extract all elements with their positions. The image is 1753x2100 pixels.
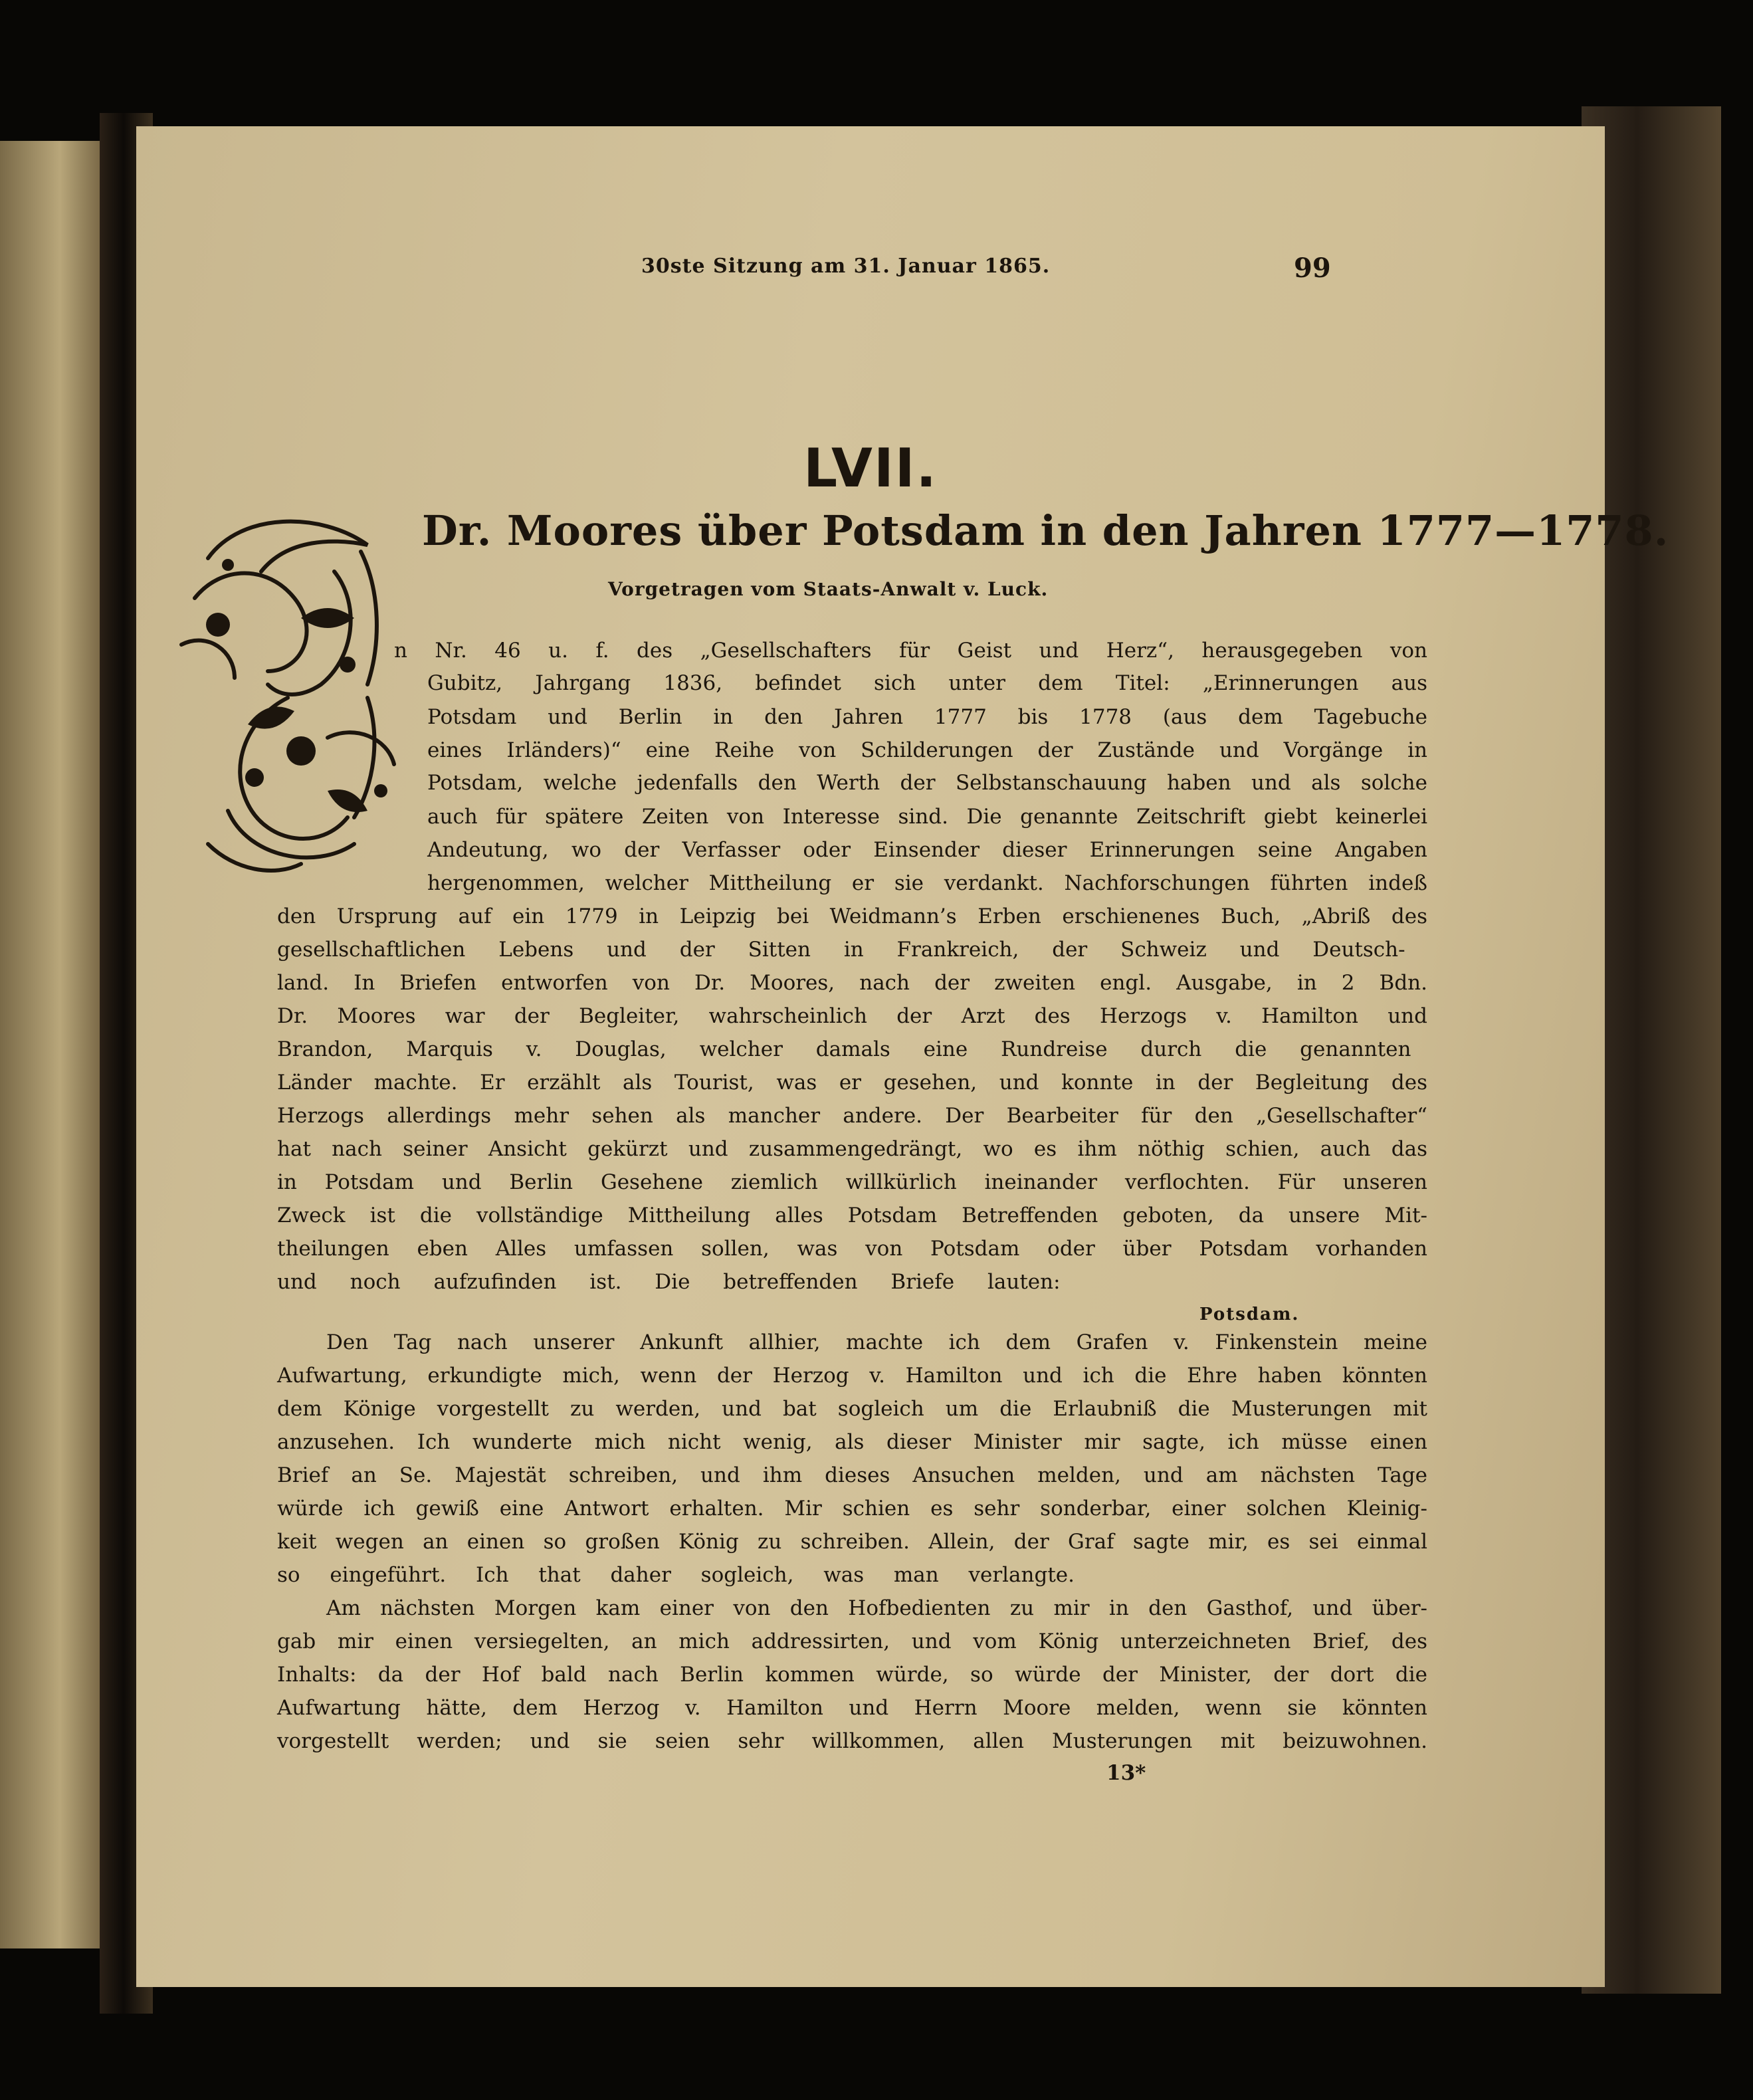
page-number: 99	[1294, 253, 1331, 284]
text-line: keit wegen an einen so großen König zu schreiben. Allein, der Graf sagte mir, es sei einmal	[277, 1530, 1427, 1554]
text-line: Den Tag nach unserer Ankunft allhier, machte ich dem Grafen v. Finkenstein meine	[326, 1330, 1427, 1354]
text-line: hat nach seiner Ansicht gekürzt und zusammengedrängt, wo es ihm nöthig schien, auch das	[277, 1137, 1427, 1161]
chapter-title: Dr. Moores über Potsdam in den Jahren 1777—1778.	[422, 506, 1669, 555]
text-line: Herzogs allerdings mehr sehen als mancher andere. Der Bearbeiter für den „Gesellschafter“	[277, 1104, 1427, 1128]
text-line: auch für spätere Zeiten von Interesse sind. Die genannte Zeitschrift giebt keinerlei	[427, 805, 1427, 829]
letter-place: Potsdam.	[1199, 1305, 1300, 1324]
text-line: würde ich gewiß eine Antwort erhalten. Mir schien es sehr sonderbar, einer solchen Kleinig-	[277, 1497, 1427, 1521]
text-line: Zweck ist die vollständige Mittheilung alles Potsdam Betreffenden geboten, da unsere Mit-	[277, 1204, 1427, 1227]
chapter-subtitle: Vorgetragen vom Staats-Anwalt v. Luck.	[608, 578, 1049, 600]
text-line: Brandon, Marquis v. Douglas, welcher damals eine Rundreise durch die genannten	[277, 1037, 1411, 1061]
text-line: und noch aufzufinden ist. Die betreffenden Briefe lauten:	[277, 1270, 1061, 1294]
text-line: gesellschaftlichen Lebens und der Sitten in Frankreich, der Schweiz und Deutsch-	[277, 938, 1405, 962]
text-line: hergenommen, welcher Mittheilung er sie verdankt. Nachforschungen führten indeß	[427, 871, 1427, 895]
text-line: den Ursprung auf ein 1779 in Leipzig bei Weidmann’s Erben erschienenes Buch, „Abriß des	[277, 904, 1427, 928]
book-page	[136, 126, 1669, 1987]
running-header: 30ste Sitzung am 31. Januar 1865.	[641, 255, 1051, 278]
text-line: Potsdam und Berlin in den Jahren 1777 bis 1778 (aus dem Tagebuche	[427, 705, 1427, 729]
left-page-edge	[0, 141, 109, 1948]
text-line: anzusehen. Ich wunderte mich nicht wenig, als dieser Minister mir sagte, ich müsse einen	[277, 1430, 1427, 1454]
text-line: Andeutung, wo der Verfasser oder Einsender dieser Erinnerungen seine Angaben	[427, 838, 1427, 862]
text-line: Dr. Moores war der Begleiter, wahrscheinlich der Arzt des Herzogs v. Hamilton und	[277, 1004, 1427, 1028]
text-line: eines Irländers)“ eine Reihe von Schilderungen der Zustände und Vorgänge in	[427, 738, 1427, 762]
text-line: gab mir einen versiegelten, an mich addressirten, und vom König unterzeichneten Brief, des	[277, 1629, 1427, 1653]
text-line: theilungen eben Alles umfassen sollen, was von Potsdam oder über Potsdam vorhanden	[277, 1237, 1427, 1261]
text-line: Aufwartung, erkundigte mich, wenn der Herzog v. Hamilton und ich die Ehre haben könnten	[277, 1364, 1427, 1388]
text-line: Länder machte. Er erzählt als Tourist, was er gesehen, und konnte in der Begleitung des	[277, 1071, 1427, 1095]
text-line: so eingeführt. Ich that daher sogleich, was man verlangte.	[277, 1563, 1075, 1587]
signature-mark: 13*	[1106, 1761, 1146, 1785]
text-line: land. In Briefen entworfen von Dr. Moores, nach der zweiten engl. Ausgabe, in 2 Bdn.	[277, 971, 1427, 995]
text-line: Potsdam, welche jedenfalls den Werth der Selbstanschauung haben und als solche	[427, 771, 1427, 795]
chapter-number: LVII.	[803, 437, 938, 499]
text-line: Gubitz, Jahrgang 1836, befindet sich unter dem Titel: „Erinnerungen aus	[427, 671, 1427, 695]
text-line: in Potsdam und Berlin Gesehene ziemlich willkürlich ineinander verflochten. Für unseren	[277, 1170, 1427, 1194]
text-line: Brief an Se. Majestät schreiben, und ihm dieses Ansuchen melden, und am nächsten Tage	[277, 1463, 1427, 1487]
text-line: vorgestellt werden; und sie seien sehr willkommen, allen Musterungen mit beizuwohnen.	[277, 1729, 1427, 1753]
ornament-drawing	[168, 498, 421, 897]
text-line: Aufwartung hätte, dem Herzog v. Hamilton und Herrn Moore melden, wenn sie könnten	[277, 1696, 1427, 1720]
text-line: Am nächsten Morgen kam einer von den Hofbedienten zu mir in den Gasthof, und über-	[326, 1596, 1427, 1620]
text-line: n Nr. 46 u. f. des „Gesellschafters für Geist und Herz“, herausgegeben von	[394, 639, 1427, 663]
text-line: Inhalts: da der Hof bald nach Berlin kommen würde, so würde der Minister, der dort die	[277, 1663, 1427, 1687]
decorative-initial-i-icon	[168, 498, 421, 897]
text-line: dem Könige vorgestellt zu werden, und bat sogleich um die Erlaubniß die Musterungen mit	[277, 1397, 1427, 1421]
